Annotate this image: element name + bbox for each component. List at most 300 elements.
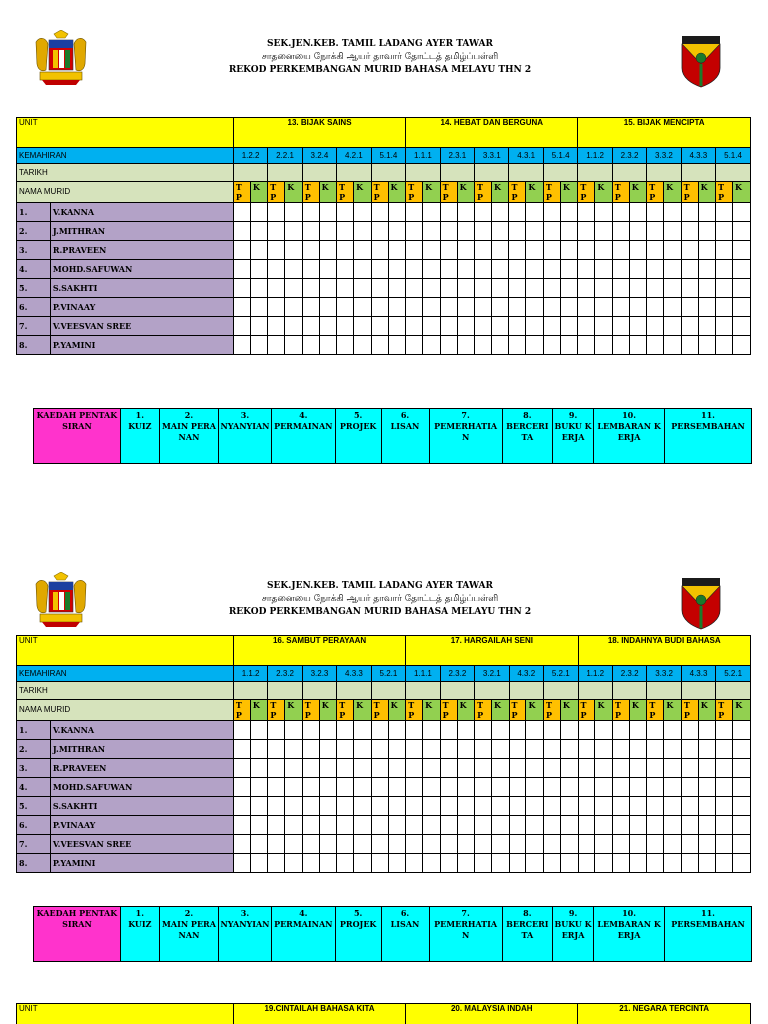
score-cell[interactable] [526, 203, 543, 222]
score-cell[interactable] [526, 317, 543, 336]
score-cell[interactable] [319, 854, 337, 873]
score-cell[interactable] [371, 260, 388, 279]
score-cell[interactable] [560, 336, 578, 355]
score-cell[interactable] [698, 835, 716, 854]
score-cell[interactable] [733, 854, 751, 873]
score-cell[interactable] [423, 816, 441, 835]
score-cell[interactable] [354, 298, 371, 317]
score-cell[interactable] [491, 222, 508, 241]
score-cell[interactable] [647, 317, 664, 336]
score-cell[interactable] [595, 241, 612, 260]
score-cell[interactable] [509, 298, 526, 317]
score-cell[interactable] [388, 298, 406, 317]
score-cell[interactable] [457, 740, 475, 759]
tarikh-cell[interactable] [371, 164, 406, 182]
score-cell[interactable] [354, 797, 372, 816]
score-cell[interactable] [475, 241, 492, 260]
score-cell[interactable] [440, 203, 457, 222]
tarikh-cell[interactable] [406, 164, 440, 182]
score-cell[interactable] [612, 740, 629, 759]
score-cell[interactable] [423, 740, 441, 759]
score-cell[interactable] [647, 797, 664, 816]
score-cell[interactable] [302, 816, 319, 835]
score-cell[interactable] [629, 854, 647, 873]
score-cell[interactable] [612, 279, 629, 298]
score-cell[interactable] [475, 336, 492, 355]
score-cell[interactable] [647, 721, 664, 740]
score-cell[interactable] [612, 854, 629, 873]
tarikh-cell[interactable] [612, 682, 646, 700]
score-cell[interactable] [302, 222, 319, 241]
score-cell[interactable] [578, 336, 595, 355]
score-cell[interactable] [698, 298, 715, 317]
tarikh-cell[interactable] [543, 164, 577, 182]
score-cell[interactable] [285, 816, 303, 835]
score-cell[interactable] [509, 260, 526, 279]
score-cell[interactable] [595, 336, 612, 355]
score-cell[interactable] [475, 203, 492, 222]
score-cell[interactable] [716, 778, 733, 797]
score-cell[interactable] [371, 317, 388, 336]
score-cell[interactable] [440, 279, 457, 298]
score-cell[interactable] [475, 854, 492, 873]
score-cell[interactable] [337, 241, 354, 260]
score-cell[interactable] [612, 778, 629, 797]
score-cell[interactable] [560, 260, 578, 279]
score-cell[interactable] [629, 740, 647, 759]
score-cell[interactable] [716, 260, 733, 279]
score-cell[interactable] [440, 721, 457, 740]
score-cell[interactable] [250, 203, 267, 222]
score-cell[interactable] [406, 778, 423, 797]
score-cell[interactable] [354, 854, 372, 873]
score-cell[interactable] [629, 759, 647, 778]
score-cell[interactable] [698, 797, 716, 816]
score-cell[interactable] [698, 336, 715, 355]
tarikh-cell[interactable] [337, 682, 371, 700]
score-cell[interactable] [354, 336, 371, 355]
score-cell[interactable] [681, 721, 698, 740]
score-cell[interactable] [457, 260, 474, 279]
score-cell[interactable] [302, 797, 319, 816]
score-cell[interactable] [578, 298, 595, 317]
score-cell[interactable] [423, 203, 440, 222]
score-cell[interactable] [371, 816, 388, 835]
score-cell[interactable] [543, 222, 560, 241]
score-cell[interactable] [268, 740, 285, 759]
score-cell[interactable] [319, 317, 336, 336]
score-cell[interactable] [457, 797, 475, 816]
score-cell[interactable] [406, 203, 423, 222]
score-cell[interactable] [647, 816, 664, 835]
score-cell[interactable] [440, 222, 457, 241]
score-cell[interactable] [595, 317, 612, 336]
score-cell[interactable] [337, 222, 354, 241]
score-cell[interactable] [233, 797, 250, 816]
score-cell[interactable] [664, 759, 682, 778]
score-cell[interactable] [250, 336, 267, 355]
score-cell[interactable] [578, 759, 595, 778]
score-cell[interactable] [698, 816, 716, 835]
score-cell[interactable] [475, 835, 492, 854]
score-cell[interactable] [681, 778, 698, 797]
score-cell[interactable] [560, 740, 578, 759]
score-cell[interactable] [543, 203, 560, 222]
score-cell[interactable] [595, 816, 613, 835]
score-cell[interactable] [457, 816, 475, 835]
tarikh-cell[interactable] [681, 682, 715, 700]
score-cell[interactable] [698, 260, 715, 279]
score-cell[interactable] [457, 835, 475, 854]
score-cell[interactable] [491, 260, 508, 279]
score-cell[interactable] [250, 241, 267, 260]
score-cell[interactable] [698, 778, 716, 797]
score-cell[interactable] [406, 241, 423, 260]
score-cell[interactable] [302, 721, 319, 740]
score-cell[interactable] [526, 336, 543, 355]
score-cell[interactable] [440, 759, 457, 778]
score-cell[interactable] [371, 336, 388, 355]
score-cell[interactable] [440, 336, 457, 355]
score-cell[interactable] [664, 816, 682, 835]
score-cell[interactable] [698, 721, 716, 740]
score-cell[interactable] [733, 740, 751, 759]
score-cell[interactable] [716, 759, 733, 778]
score-cell[interactable] [526, 759, 544, 778]
score-cell[interactable] [560, 854, 578, 873]
score-cell[interactable] [233, 759, 250, 778]
score-cell[interactable] [612, 260, 629, 279]
score-cell[interactable] [268, 298, 285, 317]
score-cell[interactable] [595, 854, 613, 873]
tarikh-cell[interactable] [440, 164, 474, 182]
score-cell[interactable] [337, 759, 354, 778]
score-cell[interactable] [716, 279, 733, 298]
score-cell[interactable] [233, 336, 250, 355]
score-cell[interactable] [285, 759, 303, 778]
score-cell[interactable] [354, 816, 372, 835]
tarikh-cell[interactable] [302, 682, 336, 700]
score-cell[interactable] [491, 298, 508, 317]
score-cell[interactable] [233, 298, 250, 317]
score-cell[interactable] [302, 336, 319, 355]
score-cell[interactable] [647, 854, 664, 873]
score-cell[interactable] [319, 778, 337, 797]
score-cell[interactable] [302, 854, 319, 873]
score-cell[interactable] [543, 336, 560, 355]
score-cell[interactable] [233, 222, 250, 241]
score-cell[interactable] [406, 298, 423, 317]
score-cell[interactable] [354, 279, 371, 298]
score-cell[interactable] [491, 317, 508, 336]
score-cell[interactable] [371, 721, 388, 740]
score-cell[interactable] [509, 279, 526, 298]
score-cell[interactable] [337, 260, 354, 279]
score-cell[interactable] [457, 759, 475, 778]
score-cell[interactable] [681, 241, 698, 260]
score-cell[interactable] [285, 721, 303, 740]
score-cell[interactable] [560, 797, 578, 816]
score-cell[interactable] [698, 759, 716, 778]
score-cell[interactable] [354, 241, 371, 260]
score-cell[interactable] [233, 203, 250, 222]
score-cell[interactable] [526, 721, 544, 740]
score-cell[interactable] [302, 835, 319, 854]
score-cell[interactable] [543, 260, 560, 279]
score-cell[interactable] [475, 222, 492, 241]
score-cell[interactable] [509, 317, 526, 336]
score-cell[interactable] [509, 721, 526, 740]
score-cell[interactable] [647, 279, 664, 298]
score-cell[interactable] [406, 854, 423, 873]
score-cell[interactable] [578, 797, 595, 816]
score-cell[interactable] [716, 797, 733, 816]
score-cell[interactable] [664, 740, 682, 759]
score-cell[interactable] [733, 759, 751, 778]
score-cell[interactable] [681, 797, 698, 816]
score-cell[interactable] [681, 203, 698, 222]
score-cell[interactable] [268, 721, 285, 740]
score-cell[interactable] [475, 721, 492, 740]
score-cell[interactable] [664, 203, 681, 222]
tarikh-cell[interactable] [509, 682, 543, 700]
score-cell[interactable] [302, 241, 319, 260]
tarikh-cell[interactable] [268, 164, 302, 182]
score-cell[interactable] [440, 854, 457, 873]
score-cell[interactable] [233, 279, 250, 298]
score-cell[interactable] [492, 778, 510, 797]
score-cell[interactable] [681, 336, 698, 355]
score-cell[interactable] [543, 854, 560, 873]
score-cell[interactable] [560, 279, 578, 298]
score-cell[interactable] [423, 336, 440, 355]
score-cell[interactable] [612, 336, 629, 355]
score-cell[interactable] [233, 854, 250, 873]
score-cell[interactable] [268, 260, 285, 279]
tarikh-cell[interactable] [475, 682, 509, 700]
score-cell[interactable] [423, 854, 441, 873]
score-cell[interactable] [492, 759, 510, 778]
score-cell[interactable] [319, 260, 336, 279]
score-cell[interactable] [526, 260, 543, 279]
tarikh-cell[interactable] [233, 682, 267, 700]
score-cell[interactable] [509, 222, 526, 241]
score-cell[interactable] [268, 241, 285, 260]
tarikh-cell[interactable] [681, 164, 715, 182]
score-cell[interactable] [475, 260, 492, 279]
tarikh-cell[interactable] [647, 682, 681, 700]
score-cell[interactable] [595, 778, 613, 797]
score-cell[interactable] [337, 279, 354, 298]
score-cell[interactable] [250, 759, 268, 778]
score-cell[interactable] [578, 835, 595, 854]
score-cell[interactable] [509, 740, 526, 759]
score-cell[interactable] [733, 241, 751, 260]
tarikh-cell[interactable] [233, 164, 267, 182]
score-cell[interactable] [423, 260, 440, 279]
score-cell[interactable] [319, 759, 337, 778]
score-cell[interactable] [526, 797, 544, 816]
score-cell[interactable] [612, 241, 629, 260]
score-cell[interactable] [406, 797, 423, 816]
score-cell[interactable] [509, 759, 526, 778]
score-cell[interactable] [388, 203, 406, 222]
score-cell[interactable] [302, 203, 319, 222]
score-cell[interactable] [578, 854, 595, 873]
score-cell[interactable] [406, 279, 423, 298]
score-cell[interactable] [423, 797, 441, 816]
score-cell[interactable] [612, 222, 629, 241]
score-cell[interactable] [233, 241, 250, 260]
score-cell[interactable] [457, 778, 475, 797]
score-cell[interactable] [337, 336, 354, 355]
score-cell[interactable] [733, 260, 751, 279]
score-cell[interactable] [716, 336, 733, 355]
score-cell[interactable] [560, 298, 578, 317]
tarikh-cell[interactable] [578, 682, 612, 700]
score-cell[interactable] [509, 778, 526, 797]
score-cell[interactable] [681, 298, 698, 317]
score-cell[interactable] [526, 854, 544, 873]
score-cell[interactable] [560, 222, 578, 241]
score-cell[interactable] [457, 241, 474, 260]
score-cell[interactable] [406, 835, 423, 854]
score-cell[interactable] [233, 260, 250, 279]
score-cell[interactable] [354, 317, 371, 336]
score-cell[interactable] [354, 740, 372, 759]
score-cell[interactable] [578, 317, 595, 336]
score-cell[interactable] [233, 721, 250, 740]
score-cell[interactable] [698, 241, 715, 260]
score-cell[interactable] [233, 835, 250, 854]
score-cell[interactable] [250, 260, 267, 279]
score-cell[interactable] [371, 797, 388, 816]
score-cell[interactable] [250, 721, 268, 740]
score-cell[interactable] [268, 759, 285, 778]
score-cell[interactable] [509, 854, 526, 873]
score-cell[interactable] [319, 740, 337, 759]
score-cell[interactable] [268, 279, 285, 298]
score-cell[interactable] [268, 336, 285, 355]
score-cell[interactable] [440, 835, 457, 854]
score-cell[interactable] [440, 778, 457, 797]
score-cell[interactable] [319, 816, 337, 835]
score-cell[interactable] [612, 797, 629, 816]
score-cell[interactable] [302, 279, 319, 298]
score-cell[interactable] [560, 203, 578, 222]
score-cell[interactable] [371, 759, 388, 778]
score-cell[interactable] [388, 797, 406, 816]
tarikh-cell[interactable] [268, 682, 302, 700]
score-cell[interactable] [526, 740, 544, 759]
score-cell[interactable] [250, 835, 268, 854]
score-cell[interactable] [457, 279, 474, 298]
score-cell[interactable] [423, 222, 440, 241]
score-cell[interactable] [440, 241, 457, 260]
score-cell[interactable] [733, 816, 751, 835]
score-cell[interactable] [664, 835, 682, 854]
score-cell[interactable] [733, 778, 751, 797]
score-cell[interactable] [664, 222, 681, 241]
score-cell[interactable] [578, 203, 595, 222]
score-cell[interactable] [716, 740, 733, 759]
score-cell[interactable] [423, 835, 441, 854]
score-cell[interactable] [664, 241, 681, 260]
score-cell[interactable] [629, 222, 646, 241]
score-cell[interactable] [233, 816, 250, 835]
score-cell[interactable] [629, 835, 647, 854]
score-cell[interactable] [543, 241, 560, 260]
score-cell[interactable] [612, 816, 629, 835]
score-cell[interactable] [716, 816, 733, 835]
score-cell[interactable] [629, 203, 646, 222]
score-cell[interactable] [319, 298, 336, 317]
score-cell[interactable] [268, 854, 285, 873]
score-cell[interactable] [612, 759, 629, 778]
score-cell[interactable] [543, 740, 560, 759]
score-cell[interactable] [337, 298, 354, 317]
score-cell[interactable] [578, 740, 595, 759]
score-cell[interactable] [560, 816, 578, 835]
score-cell[interactable] [457, 222, 474, 241]
score-cell[interactable] [526, 778, 544, 797]
score-cell[interactable] [319, 279, 336, 298]
score-cell[interactable] [526, 222, 543, 241]
tarikh-cell[interactable] [543, 682, 578, 700]
score-cell[interactable] [250, 854, 268, 873]
score-cell[interactable] [285, 835, 303, 854]
score-cell[interactable] [595, 797, 613, 816]
score-cell[interactable] [492, 835, 510, 854]
score-cell[interactable] [560, 317, 578, 336]
score-cell[interactable] [716, 298, 733, 317]
score-cell[interactable] [285, 203, 302, 222]
score-cell[interactable] [681, 740, 698, 759]
score-cell[interactable] [629, 816, 647, 835]
score-cell[interactable] [526, 279, 543, 298]
score-cell[interactable] [319, 222, 336, 241]
score-cell[interactable] [388, 222, 406, 241]
score-cell[interactable] [475, 317, 492, 336]
score-cell[interactable] [647, 759, 664, 778]
score-cell[interactable] [509, 835, 526, 854]
score-cell[interactable] [457, 203, 474, 222]
score-cell[interactable] [285, 222, 302, 241]
score-cell[interactable] [664, 260, 681, 279]
score-cell[interactable] [733, 835, 751, 854]
score-cell[interactable] [475, 279, 492, 298]
score-cell[interactable] [388, 835, 406, 854]
score-cell[interactable] [681, 260, 698, 279]
tarikh-cell[interactable] [440, 682, 474, 700]
score-cell[interactable] [543, 816, 560, 835]
score-cell[interactable] [354, 222, 371, 241]
score-cell[interactable] [285, 241, 302, 260]
score-cell[interactable] [595, 298, 612, 317]
score-cell[interactable] [595, 203, 612, 222]
score-cell[interactable] [698, 740, 716, 759]
score-cell[interactable] [388, 721, 406, 740]
score-cell[interactable] [733, 721, 751, 740]
score-cell[interactable] [423, 279, 440, 298]
score-cell[interactable] [319, 203, 336, 222]
score-cell[interactable] [440, 797, 457, 816]
score-cell[interactable] [647, 778, 664, 797]
score-cell[interactable] [526, 816, 544, 835]
score-cell[interactable] [302, 298, 319, 317]
score-cell[interactable] [681, 816, 698, 835]
score-cell[interactable] [406, 816, 423, 835]
